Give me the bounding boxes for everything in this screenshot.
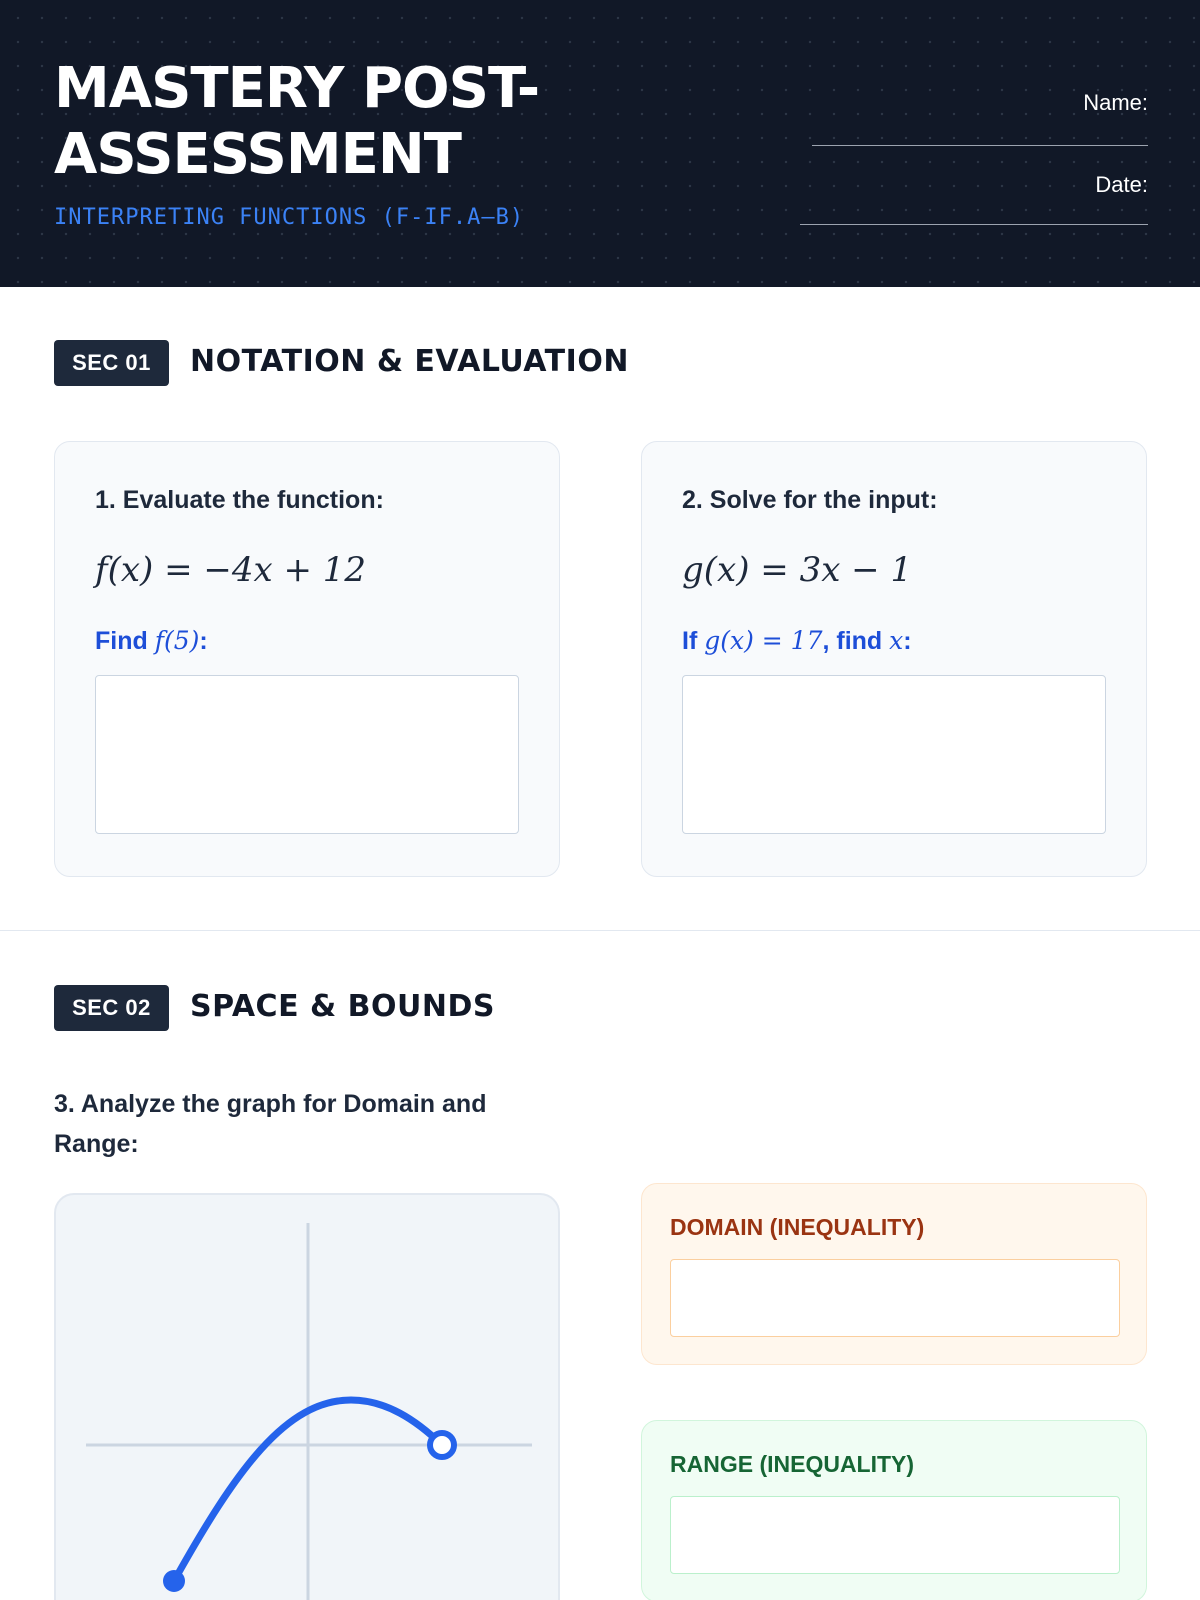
question-2-prompt-math-2: x [889,626,904,655]
section-title-1: NOTATION & EVALUATION [190,344,629,379]
question-1-prompt-end: : [199,627,208,655]
question-2-prompt-math: g(x) = 17 [704,626,823,655]
page-title: MASTERY POST-ASSESSMENT [54,56,540,187]
range-input[interactable] [670,1496,1120,1574]
closed-endpoint [163,1570,185,1592]
section-divider [0,930,1200,931]
domain-label: DOMAIN (INEQUALITY) [670,1214,925,1240]
graph-panel [54,1193,560,1600]
date-line[interactable] [800,224,1148,225]
function-graph [56,1195,560,1600]
name-line[interactable] [812,145,1148,146]
domain-card [641,1183,1147,1365]
question-1-heading: 1. Evaluate the function: [95,486,384,514]
range-label: RANGE (INEQUALITY) [670,1451,915,1477]
question-2-prompt-mid: , find [822,627,890,655]
question-2-prompt-end: : [903,627,912,655]
range-card [641,1420,1147,1600]
question-1-prompt-text: Find [95,627,155,655]
question-2-prompt [682,626,912,656]
question-1-expression: f(x) = −4x + 12 [95,550,367,590]
section-badge-2: SEC 02 [54,985,169,1031]
question-2-prompt-text: If [682,627,705,655]
question-1-prompt [95,626,208,656]
section-title-2: SPACE & BOUNDS [190,989,495,1024]
question-1-prompt-math: f(5) [154,626,200,655]
question-1-answer-box[interactable] [95,675,519,834]
question-3-heading: 3. Analyze the graph for Domain and Range: [54,1090,487,1158]
page-subtitle: INTERPRETING FUNCTIONS (F-IF.A–B) [54,205,525,230]
question-2-heading: 2. Solve for the input: [682,486,938,514]
header-banner [0,0,1200,287]
question-2-answer-box[interactable] [682,675,1106,834]
date-label: Date: [1095,172,1148,197]
section-badge-1: SEC 01 [54,340,169,386]
question-card-2 [641,441,1147,877]
question-card-1 [54,441,560,877]
open-endpoint [430,1433,454,1457]
domain-input[interactable] [670,1259,1120,1337]
name-label: Name: [1083,90,1148,115]
question-2-expression: g(x) = 3x − 1 [682,550,913,590]
